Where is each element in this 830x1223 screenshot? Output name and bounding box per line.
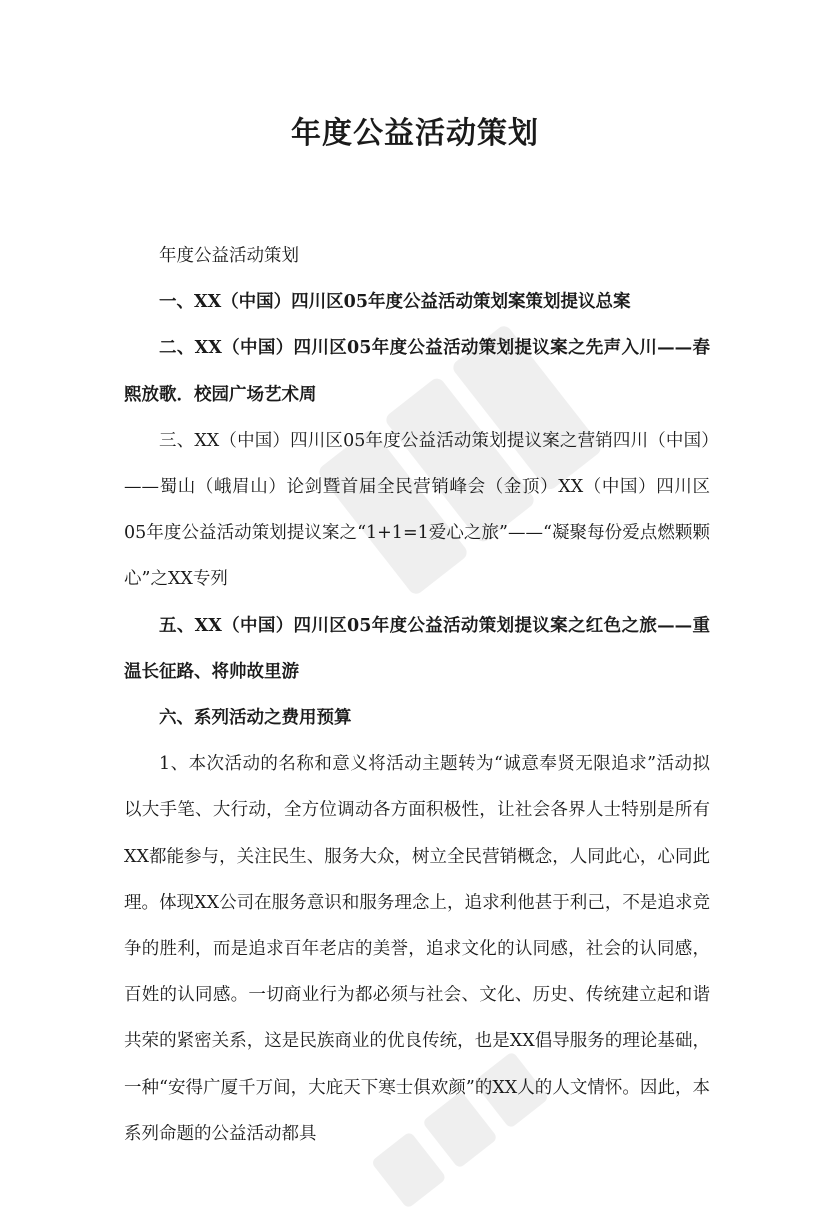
paragraph-section-3: 三、XX（中国）四川区05年度公益活动策划提议案之营销四川（中国）——蜀山（峨眉山）论剑暨首届全民营销峰会（金顶）XX（中国）四川区05年度公益活动策划提议案之“1+1=1爱心之旅”——“凝聚每份爱点燃颗颗心”之XX专列 [124, 430, 710, 590]
document-title: 年度公益活动策划 [291, 116, 539, 151]
paragraph-section-2: 二、XX（中国）四川区05年度公益活动策划提议案之先声入川——春熙放歌．校园广场艺术周 [124, 338, 710, 405]
document-body [124, 233, 710, 1157]
paragraph-intro: 年度公益活动策划 [159, 246, 299, 266]
paragraph-section-6: 六、系列活动之费用预算 [159, 708, 352, 729]
paragraph-section-5: 五、XX（中国）四川区05年度公益活动策划提议案之红色之旅——重温长征路、将帅故里游 [124, 615, 710, 682]
paragraph-section-1: 一、XX（中国）四川区05年度公益活动策划案策划提议总案 [159, 292, 631, 313]
paragraph-body-1: 1、本次活动的名称和意义将活动主题转为“诚意奉贤无限追求”活动拟以大手笔、大行动，全方位调动各方面积极性，让社会各界人士特别是所有XX都能参与，关注民生、服务大众，树立全民营销概念，人同此心，心同此理。体现XX公司在服务意识和服务理念上，追求利他甚于利己，不是追求竞争的胜利，而是追求百年老店的美誉，追求文化的认同感，社会的认同感，百姓的认同感。一切商业行为都必须与社会、文化、历史、传统建立起和谐共荣的紧密关系，这是民族商业的优良传统，也是XX倡导服务的理论基础，一种“安得广厦千万间，大庇天下寒士俱欢颜”的XX人的人文情怀。因此，本系列命题的公益活动都具 [124, 754, 710, 1144]
